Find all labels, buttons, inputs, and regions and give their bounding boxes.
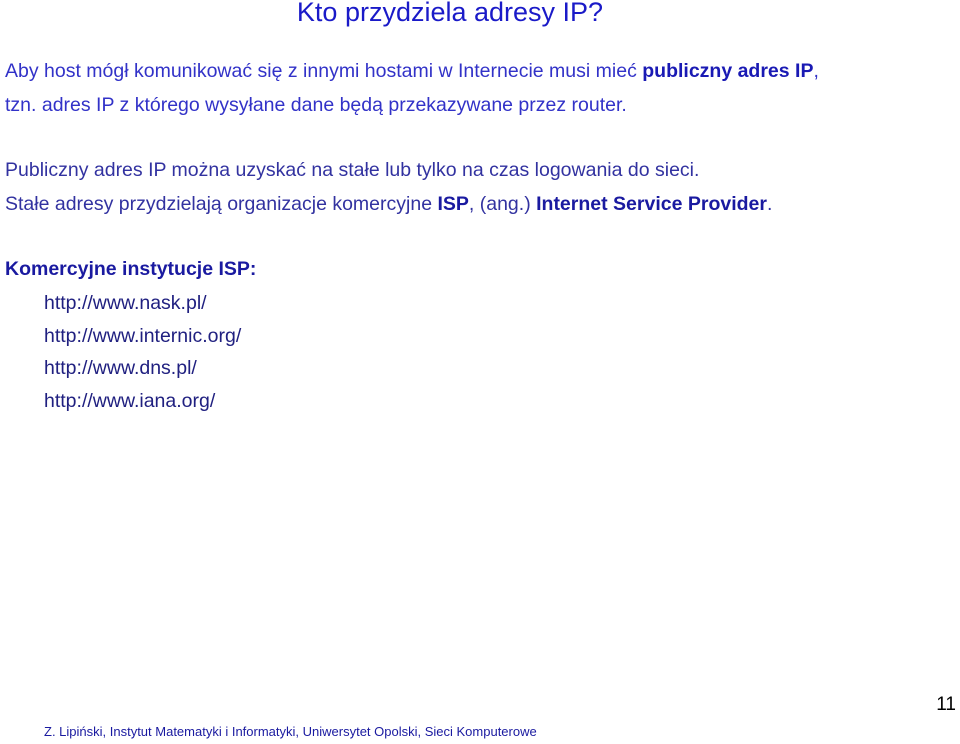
isp-expansion: Internet Service Provider	[536, 193, 767, 215]
link-iana[interactable]: http://www.iana.org/	[44, 390, 216, 412]
link-nask[interactable]: http://www.nask.pl/	[44, 292, 207, 314]
isp-term: ISP	[437, 193, 469, 215]
footer-credit: Z. Lipiński, Instytut Matematyki i Informatyki, Uniwersytet Opolski, Sieci Komputerowe	[44, 724, 537, 739]
para-line-1: Publiczny adres IP można uzyskać na stałe lub tylko na czas logowania do sieci.	[5, 159, 700, 181]
para-text-b: , (ang.)	[468, 193, 537, 215]
intro-line-1	[5, 60, 819, 83]
slide-title: Kto przydziela adresy IP?	[296, 0, 604, 27]
isp-heading: Komercyjne instytucje ISP:	[5, 258, 257, 280]
para-line-2	[5, 193, 772, 216]
para-text-a: Stałe adresy przydzielają organizacje komercyjne	[5, 193, 438, 215]
link-dns[interactable]: http://www.dns.pl/	[44, 357, 197, 379]
intro-line-2: tzn. adres IP z którego wysyłane dane będą przekazywane przez router.	[5, 94, 627, 116]
intro-text: Aby host mógł komunikować się z innymi hostami w Internecie musi mieć	[5, 60, 643, 82]
link-internic[interactable]: http://www.internic.org/	[44, 325, 242, 347]
public-ip-term: publiczny adres IP	[642, 60, 814, 82]
intro-comma: ,	[813, 60, 819, 82]
page-number: 11	[936, 694, 956, 715]
para-period: .	[766, 193, 773, 215]
